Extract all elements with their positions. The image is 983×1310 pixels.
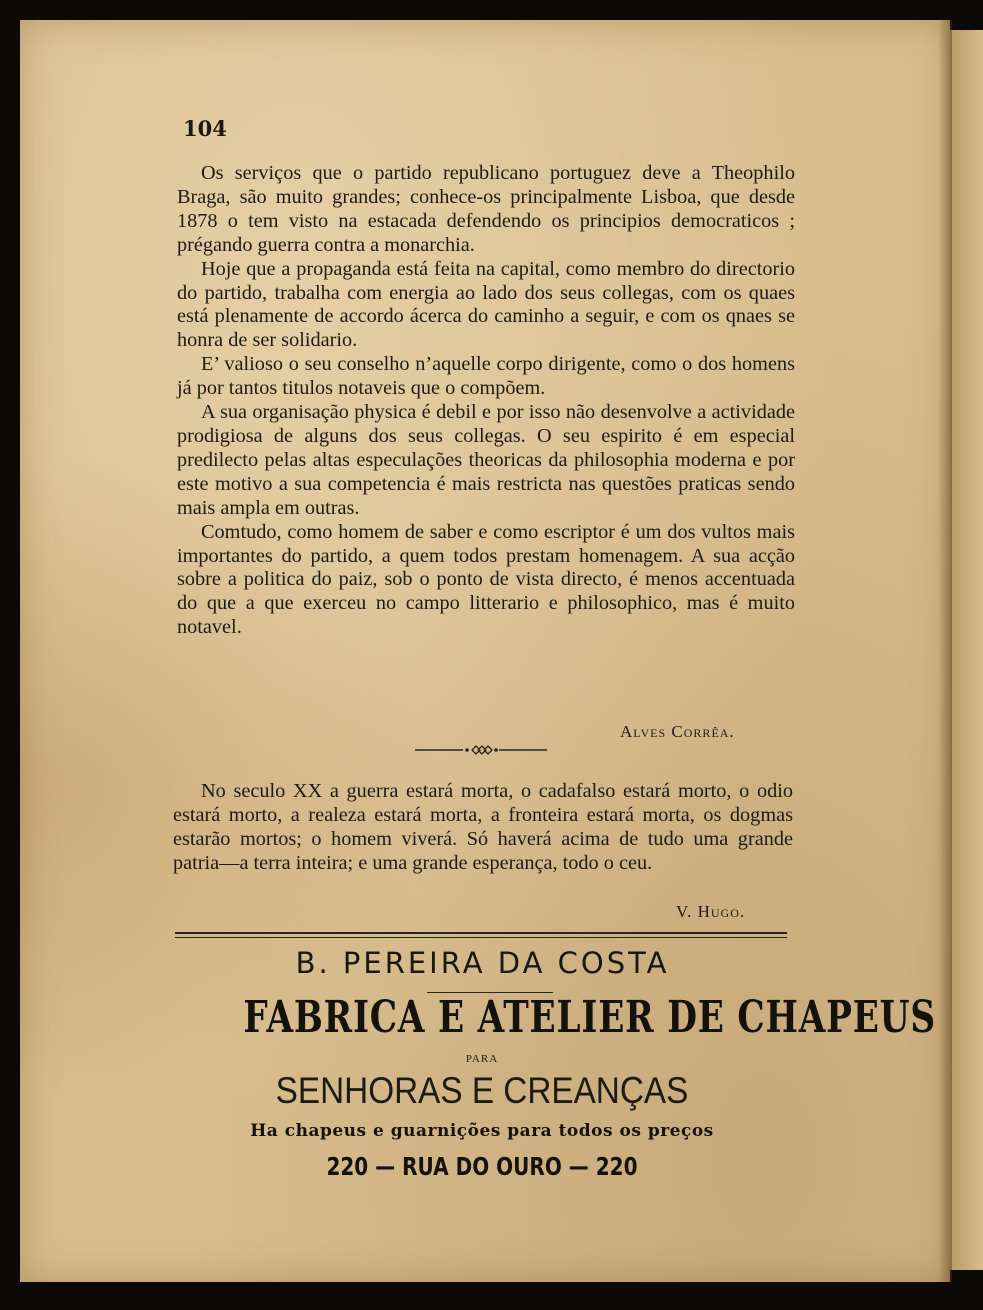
advertiser-name bbox=[0, 946, 960, 980]
article-paragraph: Hoje que a propaganda está feita na capital, como membro do directorio do partido, trabalha com energia ao lado dos seus collegas, com os quaes está plenamente de accordo ácerca do caminho a seguir, e com os qnaes se honra de ser solidario. bbox=[177, 257, 795, 352]
hugo-quote bbox=[173, 780, 793, 876]
advertisement-audience: SENHORAS E CREANÇAS bbox=[275, 1070, 689, 1111]
article-paragraph: Comtudo, como homem de saber e como escriptor é um dos vultos mais importantes do partido, a quem todos prestam homenagem. A sua acção sobre a politica do paiz, sob o ponto de vista directo, é menos accentuada do que a que exerceu no campo litterario e philosophico, mas é muito notavel. bbox=[177, 520, 795, 639]
page-number: 104 bbox=[183, 116, 227, 141]
article-paragraph: E’ valioso o seu conselho n’aquelle corpo dirigente, como o dos homens já por tantos titulos notaveis que o compõem. bbox=[177, 353, 795, 400]
article-paragraph: A sua organisação physica é debil e por isso não desenvolve a actividade prodigiosa de alguns dos seus collegas. O seu espirito é em especial predilecto pelas altas especulações theoricas da philosophia moderna e por este motivo a sua competencia é mais restricta nas questões praticas sendo mais ampla em outras. bbox=[177, 401, 795, 519]
advertisement-tagline: Ha chapeus e guarnições para todos os preços bbox=[250, 1121, 714, 1141]
article-paragraph: Os serviços que o partido republicano portuguez deve a Theophilo Braga, são muito grandes; conhece-os principalmente Lisboa, que desde 1878 o tem visto na estacada defendendo os principios democraticos ; prégando guerra contra a monarchia. bbox=[177, 162, 795, 256]
quote-signature: V. Hugo. bbox=[676, 902, 746, 921]
article-signature: Alves Corrêa. bbox=[620, 722, 735, 741]
advertisement-top-rule bbox=[175, 932, 787, 938]
article-body bbox=[177, 162, 795, 640]
advertiser-name-text: B. PEREIRA DA COSTA bbox=[295, 946, 670, 980]
spine-shadow bbox=[938, 20, 952, 1282]
adjacent-page-edge bbox=[950, 30, 983, 1270]
advertisement-para: PARA bbox=[465, 1053, 499, 1065]
advertisement-headline: FABRICA E ATELIER DE CHAPEUS bbox=[243, 992, 936, 1043]
advertisement-address: 220 — RUA DO OURO — 220 bbox=[326, 1152, 638, 1181]
section-divider-ornament bbox=[415, 742, 547, 758]
quote-paragraph: No seculo XX a guerra estará morta, o cadafalso estará morto, o odio estará morto, a realeza estará morta, a fronteira estará morta, os dogmas estarão mortos; o homem viverá. Só haverá acima de tudo uma grande patria—a terra inteira; e uma grande esperança, todo o ceu. bbox=[173, 780, 793, 874]
